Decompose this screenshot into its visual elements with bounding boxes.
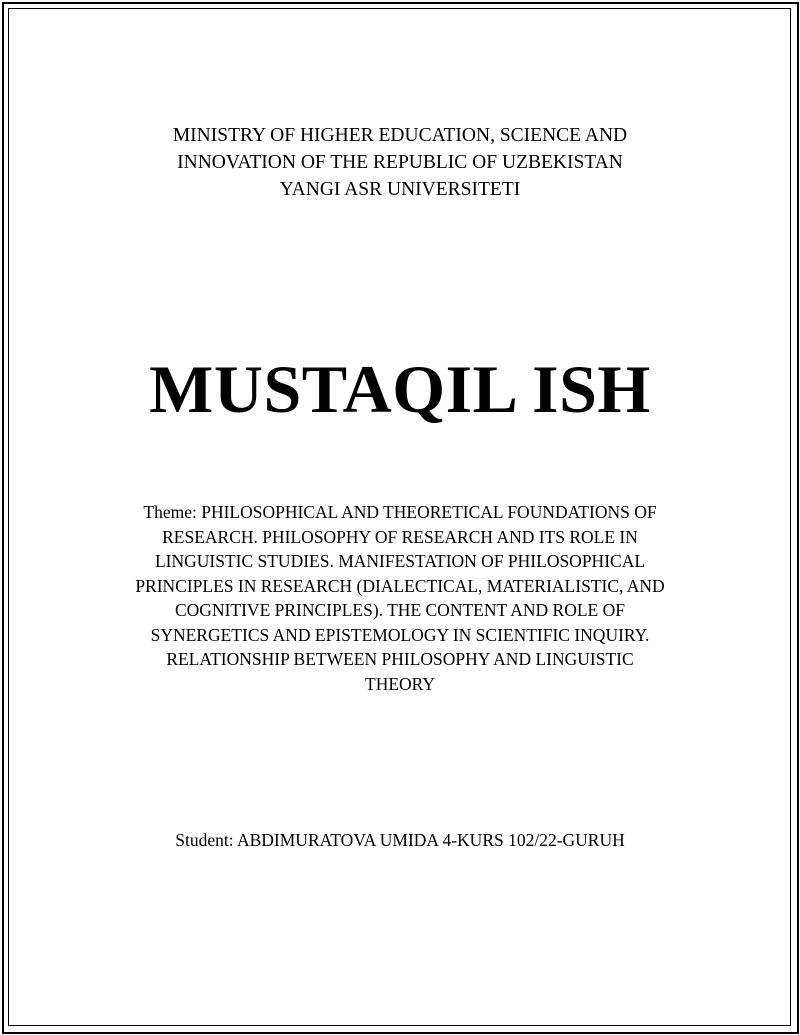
theme-line: THEORY [365,673,435,694]
theme-line: COGNITIVE PRINCIPLES). THE CONTENT AND ROLE OF [175,600,625,620]
header-line-university: YANGI ASR UNIVERSITETI [279,179,521,200]
theme-line: RESEARCH. PHILOSOPHY OF RESEARCH AND ITS ROLE IN [162,526,638,547]
theme-line: RELATIONSHIP BETWEEN PHILOSOPHY AND LINGUISTIC [166,649,634,669]
theme-line: SYNERGETICS AND EPISTEMOLOGY IN SCIENTIFIC INQUIRY. [150,624,650,645]
student-info: Student: ABDIMURATOVA UMIDA 4-KURS 102/22-GURUH [175,830,625,850]
theme-block [80,500,720,696]
header-line-republic: INNOVATION OF THE REPUBLIC OF UZBEKISTAN [177,152,623,173]
theme-line: LINGUISTIC STUDIES. MANIFESTATION OF PHILOSOPHICAL [154,551,646,571]
theme-line: PRINCIPLES IN RESEARCH (DIALECTICAL, MATERIALISTIC, AND [135,575,665,596]
institution-header [0,122,800,203]
header-line-ministry: MINISTRY OF HIGHER EDUCATION, SCIENCE AND [172,125,628,146]
document-title: MUSTAQIL ISH [149,351,651,427]
theme-line: Theme: PHILOSOPHICAL AND THEORETICAL FOUNDATIONS OF [143,502,657,522]
